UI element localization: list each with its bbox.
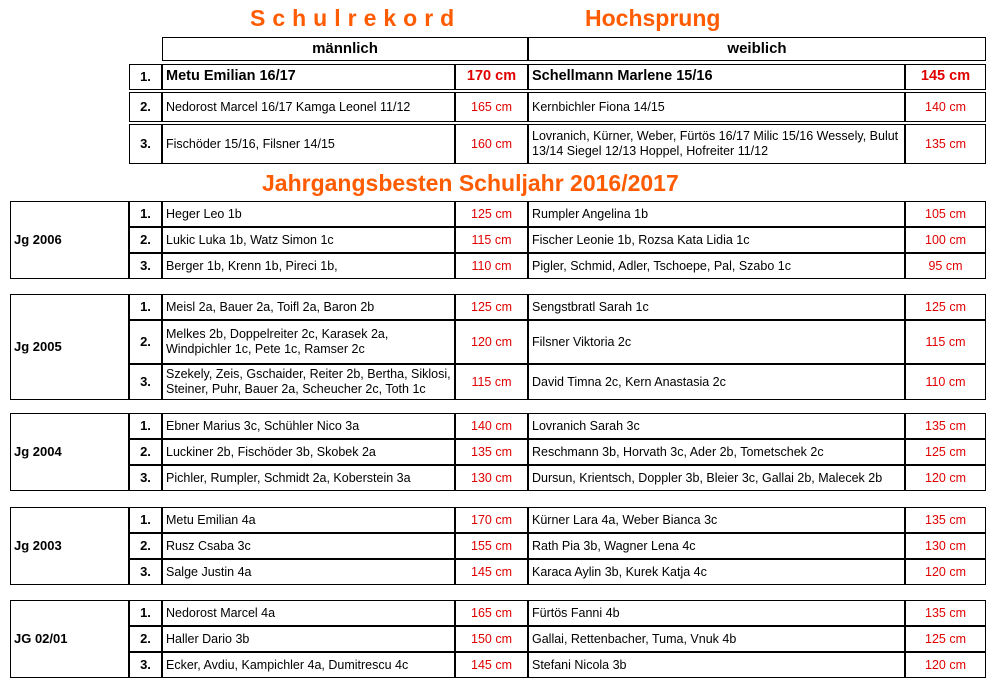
group-female-height: 110 cm xyxy=(905,364,986,400)
record-male-names: Fischöder 15/16, Filsner 14/15 xyxy=(162,124,455,164)
group-male-names: Ebner Marius 3c, Schühler Nico 3a xyxy=(162,413,455,439)
group-male-names: Berger 1b, Krenn 1b, Pireci 1b, xyxy=(162,253,455,279)
group-female-height: 125 cm xyxy=(905,294,986,320)
record-rank: 1. xyxy=(129,64,162,90)
group-female-height: 120 cm xyxy=(905,652,986,678)
group-male-height: 140 cm xyxy=(455,413,528,439)
group-male-names: Melkes 2b, Doppelreiter 2c, Karasek 2a, Windpichler 1c, Pete 1c, Ramser 2c xyxy=(162,320,455,364)
group-female-height: 120 cm xyxy=(905,465,986,491)
record-female-names: Lovranich, Kürner, Weber, Fürtös 16/17 Milic 15/16 Wessely, Bulut 13/14 Siegel 12/13 Hoppel, Hofreiter 11/12 xyxy=(528,124,905,164)
group-rank: 1. xyxy=(129,413,162,439)
record-female-names: Kernbichler Fiona 14/15 xyxy=(528,92,905,122)
record-male-height: 165 cm xyxy=(455,92,528,122)
header-female: weiblich xyxy=(528,37,986,61)
year-group-label: Jg 2006 xyxy=(10,201,129,279)
group-male-height: 130 cm xyxy=(455,465,528,491)
group-rank: 1. xyxy=(129,201,162,227)
group-female-height: 135 cm xyxy=(905,600,986,626)
group-female-names: David Timna 2c, Kern Anastasia 2c xyxy=(528,364,905,400)
group-male-height: 145 cm xyxy=(455,559,528,585)
group-rank: 3. xyxy=(129,465,162,491)
year-group-label: Jg 2004 xyxy=(10,413,129,491)
group-male-names: Salge Justin 4a xyxy=(162,559,455,585)
record-female-height: 135 cm xyxy=(905,124,986,164)
title-hochsprung: Hochsprung xyxy=(585,5,721,31)
title-schulrekord: Schulrekord xyxy=(250,5,462,31)
group-male-height: 115 cm xyxy=(455,227,528,253)
group-female-names: Karaca Aylin 3b, Kurek Katja 4c xyxy=(528,559,905,585)
group-female-height: 125 cm xyxy=(905,626,986,652)
group-female-names: Rath Pia 3b, Wagner Lena 4c xyxy=(528,533,905,559)
group-female-names: Sengstbratl Sarah 1c xyxy=(528,294,905,320)
year-group-label: Jg 2005 xyxy=(10,294,129,400)
group-female-height: 120 cm xyxy=(905,559,986,585)
group-male-names: Nedorost Marcel 4a xyxy=(162,600,455,626)
group-rank: 1. xyxy=(129,507,162,533)
record-male-height: 170 cm xyxy=(455,64,528,90)
group-female-names: Filsner Viktoria 2c xyxy=(528,320,905,364)
group-female-height: 135 cm xyxy=(905,413,986,439)
group-female-names: Pigler, Schmid, Adler, Tschoepe, Pal, Szabo 1c xyxy=(528,253,905,279)
group-female-height: 115 cm xyxy=(905,320,986,364)
group-female-height: 130 cm xyxy=(905,533,986,559)
group-rank: 2. xyxy=(129,227,162,253)
group-rank: 1. xyxy=(129,294,162,320)
record-rank: 3. xyxy=(129,124,162,164)
group-rank: 3. xyxy=(129,652,162,678)
group-male-height: 165 cm xyxy=(455,600,528,626)
group-male-height: 155 cm xyxy=(455,533,528,559)
group-female-names: Reschmann 3b, Horvath 3c, Ader 2b, Tometschek 2c xyxy=(528,439,905,465)
group-female-height: 125 cm xyxy=(905,439,986,465)
record-female-height: 145 cm xyxy=(905,64,986,90)
group-male-height: 120 cm xyxy=(455,320,528,364)
group-male-names: Szekely, Zeis, Gschaider, Reiter 2b, Bertha, Siklosi, Steiner, Puhr, Bauer 2a, Scheucher 2c, Toth 1c xyxy=(162,364,455,400)
group-male-names: Metu Emilian 4a xyxy=(162,507,455,533)
group-male-names: Heger Leo 1b xyxy=(162,201,455,227)
group-female-height: 95 cm xyxy=(905,253,986,279)
group-female-names: Kürner Lara 4a, Weber Bianca 3c xyxy=(528,507,905,533)
group-rank: 3. xyxy=(129,253,162,279)
record-female-height: 140 cm xyxy=(905,92,986,122)
group-male-names: Lukic Luka 1b, Watz Simon 1c xyxy=(162,227,455,253)
group-rank: 1. xyxy=(129,600,162,626)
group-rank: 2. xyxy=(129,439,162,465)
group-female-names: Dursun, Krientsch, Doppler 3b, Bleier 3c, Gallai 2b, Malecek 2b xyxy=(528,465,905,491)
group-female-height: 100 cm xyxy=(905,227,986,253)
group-female-names: Fischer Leonie 1b, Rozsa Kata Lidia 1c xyxy=(528,227,905,253)
group-female-names: Rumpler Angelina 1b xyxy=(528,201,905,227)
group-male-height: 115 cm xyxy=(455,364,528,400)
group-male-height: 150 cm xyxy=(455,626,528,652)
group-rank: 2. xyxy=(129,320,162,364)
group-female-height: 105 cm xyxy=(905,201,986,227)
subtitle-jahrgangsbesten: Jahrgangsbesten Schuljahr 2016/2017 xyxy=(262,170,679,196)
record-male-names: Metu Emilian 16/17 xyxy=(162,64,455,90)
group-female-names: Gallai, Rettenbacher, Tuma, Vnuk 4b xyxy=(528,626,905,652)
group-rank: 3. xyxy=(129,364,162,400)
group-rank: 3. xyxy=(129,559,162,585)
group-male-names: Haller Dario 3b xyxy=(162,626,455,652)
record-rank: 2. xyxy=(129,92,162,122)
header-male: männlich xyxy=(162,37,528,61)
group-male-height: 125 cm xyxy=(455,201,528,227)
group-rank: 2. xyxy=(129,626,162,652)
year-group-label: Jg 2003 xyxy=(10,507,129,585)
group-female-names: Lovranich Sarah 3c xyxy=(528,413,905,439)
record-male-height: 160 cm xyxy=(455,124,528,164)
group-female-names: Fürtös Fanni 4b xyxy=(528,600,905,626)
group-male-names: Luckiner 2b, Fischöder 3b, Skobek 2a xyxy=(162,439,455,465)
group-female-names: Stefani Nicola 3b xyxy=(528,652,905,678)
group-male-names: Rusz Csaba 3c xyxy=(162,533,455,559)
group-female-height: 135 cm xyxy=(905,507,986,533)
group-male-height: 110 cm xyxy=(455,253,528,279)
group-male-height: 170 cm xyxy=(455,507,528,533)
year-group-label: JG 02/01 xyxy=(10,600,129,678)
group-male-height: 145 cm xyxy=(455,652,528,678)
group-rank: 2. xyxy=(129,533,162,559)
record-female-names: Schellmann Marlene 15/16 xyxy=(528,64,905,90)
group-male-names: Meisl 2a, Bauer 2a, Toifl 2a, Baron 2b xyxy=(162,294,455,320)
record-male-names: Nedorost Marcel 16/17 Kamga Leonel 11/12 xyxy=(162,92,455,122)
group-male-names: Pichler, Rumpler, Schmidt 2a, Koberstein 3a xyxy=(162,465,455,491)
group-male-height: 125 cm xyxy=(455,294,528,320)
group-male-names: Ecker, Avdiu, Kampichler 4a, Dumitrescu 4c xyxy=(162,652,455,678)
group-male-height: 135 cm xyxy=(455,439,528,465)
